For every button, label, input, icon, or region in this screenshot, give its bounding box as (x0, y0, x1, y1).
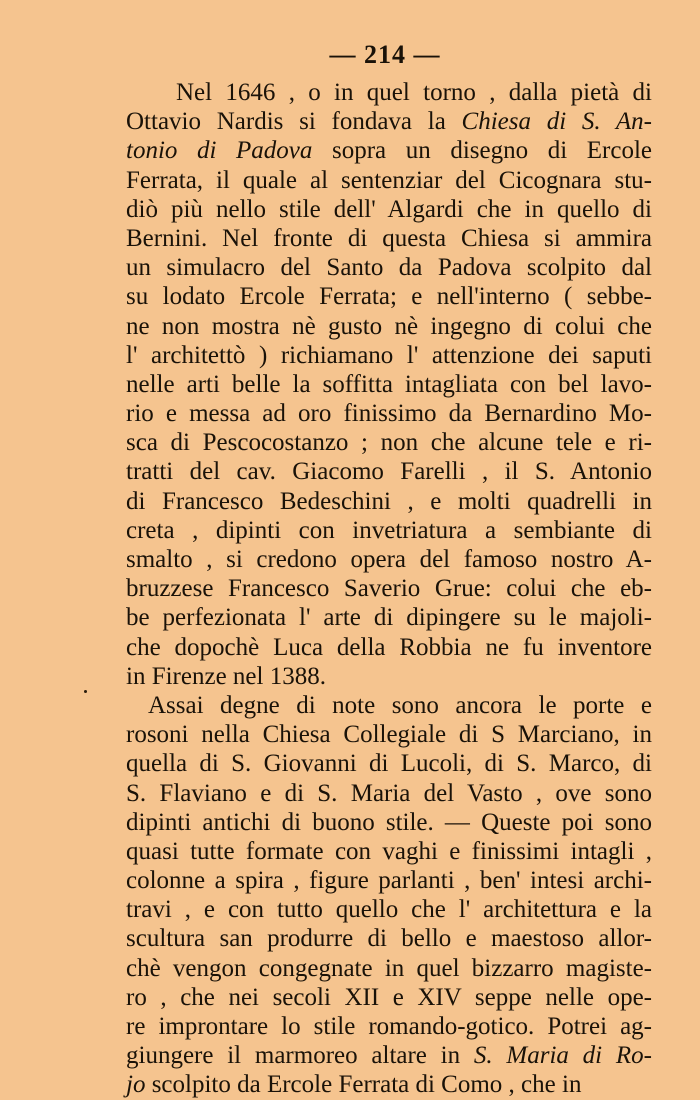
text-segment: dipinti antichi di buono stile. — Queste poi sono (126, 808, 652, 836)
text-line (126, 691, 652, 720)
page-number: — 214 — (329, 40, 441, 69)
text-line (126, 866, 652, 895)
text-segment: Nel 1646 , o in quel torno , dalla pietà di (176, 79, 652, 106)
text-segment: tratti del cav. Giacomo Farelli , il S. Antonio (126, 458, 652, 486)
text-segment: creta , dipinti con invetriatura a sembiante di (126, 516, 652, 544)
text-line (126, 282, 652, 311)
text-segment: smalto , si credono opera del famoso nostro A- (126, 546, 652, 573)
text-line (126, 136, 652, 165)
text-segment: diò più nello stile dell' Algardi che in quello di (126, 195, 652, 223)
text-line (126, 895, 652, 924)
text-segment: sopra un disegno di Ercole (312, 137, 652, 165)
text-line (126, 924, 652, 953)
text-line (126, 341, 652, 370)
text-segment: l' architettò ) richiamano l' attenzione dei saputi (126, 341, 652, 369)
text-line (126, 662, 652, 691)
text-segment: rio e messa ad oro finissimo da Bernardino Mo- (126, 400, 652, 428)
text-line (126, 574, 652, 603)
text-line (126, 954, 652, 983)
text-segment: nelle arti belle la soffitta intagliata con bel lavo- (126, 370, 652, 398)
text-segment: travi , e con tutto quello che l' architettura e la (126, 896, 652, 924)
text-segment: Ottavio Nardis si fondava la (126, 108, 462, 136)
text-segment: S. Flaviano e di S. Maria del Vasto , ove sono (126, 779, 652, 807)
text-segment: Bernini. Nel fronte di questa Chiesa si ammira (126, 224, 652, 252)
text-line (126, 1070, 652, 1099)
italic-text: S. Maria di Ro- (473, 1042, 652, 1070)
text-line (126, 370, 652, 399)
text-segment: re improntare lo stile romando-gotico. Potrei ag- (126, 1013, 652, 1040)
text-line (126, 808, 652, 837)
text-segment: quasi tutte formate con vaghi e finissimi intagli , (126, 837, 652, 865)
text-line (126, 78, 652, 107)
text-segment: Ferrata, il quale al sentenziar del Cicognara stu- (126, 166, 652, 194)
text-line (126, 720, 652, 749)
text-line (126, 224, 652, 253)
text-segment: di Francesco Bedeschini , e molti quadrelli in (126, 487, 652, 515)
text-line (126, 457, 652, 486)
text-line (126, 107, 652, 136)
text-line (126, 195, 652, 224)
text-line (126, 749, 652, 778)
text-segment: ro , che nei secoli XII e XIV seppe nelle ope- (126, 983, 652, 1011)
paragraph (126, 78, 652, 691)
text-segment: chè vengon congegnate in quel bizzarro magiste- (126, 954, 652, 982)
text-line (126, 166, 652, 195)
margin-mark (84, 690, 87, 693)
text-segment: be perfezionata l' arte di dipingere su le majoli- (126, 604, 652, 632)
text-segment: giungere il marmoreo altare in (126, 1042, 474, 1070)
italic-text: jo (126, 1071, 146, 1099)
text-segment: bruzzese Francesco Saverio Grue: colui che eb- (126, 575, 652, 603)
text-line (126, 253, 652, 282)
text-segment: in Firenze nel 1388. (126, 662, 326, 690)
text-line (126, 983, 652, 1012)
italic-text: Chiesa di S. An- (461, 108, 652, 136)
text-line (126, 837, 652, 866)
text-line (126, 312, 652, 341)
text-line (126, 633, 652, 662)
paragraph (126, 691, 652, 1100)
text-line (126, 516, 652, 545)
text-line (126, 1041, 652, 1070)
text-segment: scolpito da Ercole Ferrata di Como , che in (145, 1071, 582, 1099)
text-line (126, 487, 652, 516)
text-line (126, 399, 652, 428)
text-segment: scultura san produrre di bello e maestoso allor- (126, 925, 652, 953)
text-segment: un simulacro del Santo da Padova scolpito dal (126, 254, 652, 282)
text-line (126, 1012, 652, 1041)
text-segment: colonne a spira , figure parlanti , ben' intesi archi- (126, 867, 652, 895)
body-text (126, 78, 652, 1100)
text-segment: ne non mostra nè gusto nè ingegno di colui che (126, 312, 652, 340)
text-segment: quella di S. Giovanni di Lucoli, di S. Marco, di (126, 750, 652, 778)
text-segment: Assai degne di note sono ancora le porte e (148, 691, 652, 719)
italic-text: tonio di Padova (126, 137, 313, 165)
text-segment: che dopochè Luca della Robbia ne fu inventore (126, 633, 652, 661)
text-segment: sca di Pescocostanzo ; non che alcune tele e ri- (126, 429, 652, 457)
text-segment: su lodato Ercole Ferrata; e nell'interno ( sebbe- (126, 283, 652, 311)
text-line (126, 428, 652, 457)
text-line (126, 603, 652, 632)
text-segment: rosoni nella Chiesa Collegiale di S Marciano, in (126, 721, 652, 749)
text-line (126, 779, 652, 808)
text-line (126, 545, 652, 574)
